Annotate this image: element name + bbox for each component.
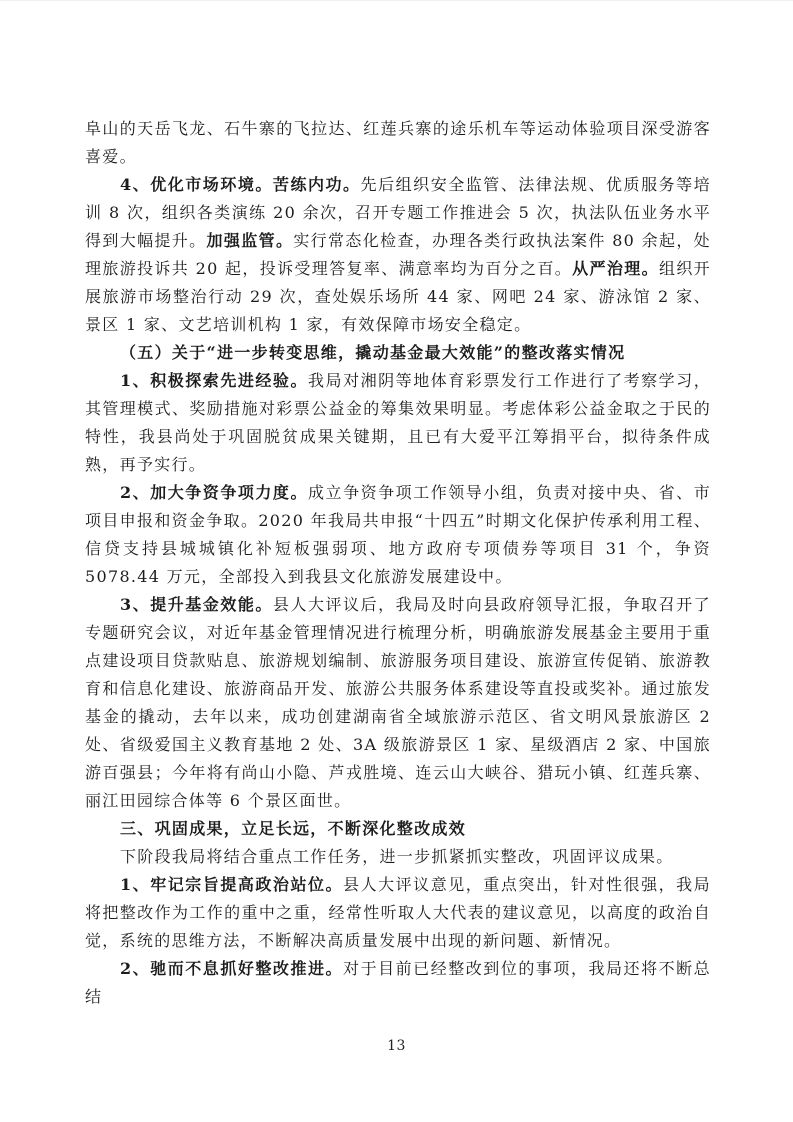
section-heading-5 [85, 339, 711, 367]
body-text: 阜山的天岳飞龙、石牛寨的飞拉达、红莲兵寨的途乐机车等运动体验项目深受游客喜爱。 [85, 119, 711, 166]
paragraph-fund-efficiency [85, 591, 711, 815]
bold-lead: 2、加大争资争项力度。 [120, 483, 308, 502]
paragraph-carryover [85, 115, 711, 171]
document-body [85, 115, 711, 1011]
body-text: 我局对湘阴等地体育彩票发行工作进行了考察学习，其管理模式、奖励措施对彩票公益金的筹集效果明显。考虑体彩公益金取之于民的特性，我县尚处于巩固脱贫成果关键期，且已有大爱平江筹捐平台，拟待条件成熟，再予实行。 [85, 371, 712, 474]
body-text: 成立争资争项工作领导小组，负责对接中央、省、市项目申报和资金争取。2020 年我局共申报“十四五”时期文化保护传承利用工程、信贷支持县城城镇化补短板强弱项、地方政府专项债券等项目 31 个，争资 5078.44 万元，全部投入到我县文化旅游发展建设中。 [85, 483, 712, 586]
body-text: 组织开展旅游市场整治行动 29 次，查处娱乐场所 44 家、网吧 24 家、游泳馆 2 家、景区 1 家、文艺培训机构 1 家，有效保障市场安全稳定。 [85, 259, 711, 334]
bold-lead: 从严治理。 [572, 259, 659, 278]
body-text: 对于目前已经整改到位的事项，我局还将不断总结 [85, 959, 711, 1006]
paragraph-market-environment [85, 171, 711, 339]
bold-lead: 加强监管。 [206, 231, 294, 250]
paragraph-political-position [85, 871, 711, 955]
body-text: 县人大评议意见，重点突出，针对性很强，我局将把整改作为工作的重中之重，经常性听取人大代表的建议意见，以高度的政治自觉，系统的思维方法，不断解决高质量发展中出现的新问题、新情况。 [85, 875, 711, 950]
bold-lead: 3、提升基金效能。 [120, 595, 273, 614]
bold-lead: 1、牢记宗旨提高政治站位。 [120, 875, 344, 894]
paragraph-funding-efforts [85, 479, 711, 591]
paragraph-explore-experience [85, 367, 711, 479]
heading-text: （五）关于“进一步转变思维，撬动基金最大效能”的整改落实情况 [120, 343, 626, 362]
bold-lead: 1、积极探索先进经验。 [120, 371, 308, 390]
body-text: 县人大评议后，我局及时向县政府领导汇报，争取召开了专题研究会议，对近年基金管理情况进行梳理分析，明确旅游发展基金主要用于重点建设项目贷款贴息、旅游规划编制、旅游服务项目建设、旅游宣传促销、旅游教育和信息化建设、旅游商品开发、旅游公共服务体系建设等直投或奖补。通过旅发基金的撬动，去年以来，成功创建湖南省全域旅游示范区、省文明风景旅游区 2 处、省级爱国主义教育基地 2 处、3A 级旅游景区 1 家、星级酒店 2 家、中国旅游百强县；今年将有尚山小隐、芦戎胜境、连云山大峡谷、猎玩小镇、红莲兵寨、丽江田园综合体等 6 个景区面世。 [85, 595, 711, 810]
body-text: 先后组织安全监管、法律法规、优质服务等培训 8 次，组织各类演练 20 余次，召开专题工作推进会 5 次，执法队伍业务水平得到大幅提升。 [85, 175, 711, 250]
body-text: 实行常态化检查，办理各类行政执法案件 80 余起，处理旅游投诉共 20 起，投诉受理答复率、满意率均为百分之百。 [85, 231, 711, 278]
paragraph-continuous-push [85, 955, 711, 1011]
body-text: 下阶段我局将结合重点工作任务，进一步抓紧抓实整改，巩固评议成果。 [120, 847, 674, 866]
heading-text: 三、巩固成果，立足长远，不断深化整改成效 [120, 819, 467, 838]
bold-lead: 2、驰而不息抓好整改推进。 [120, 959, 344, 978]
section-heading-3 [85, 815, 711, 843]
bold-lead: 4、优化市场环境。苦练内功。 [120, 175, 361, 194]
page-number: 13 [387, 1038, 406, 1054]
paragraph-next-stage [85, 843, 711, 871]
